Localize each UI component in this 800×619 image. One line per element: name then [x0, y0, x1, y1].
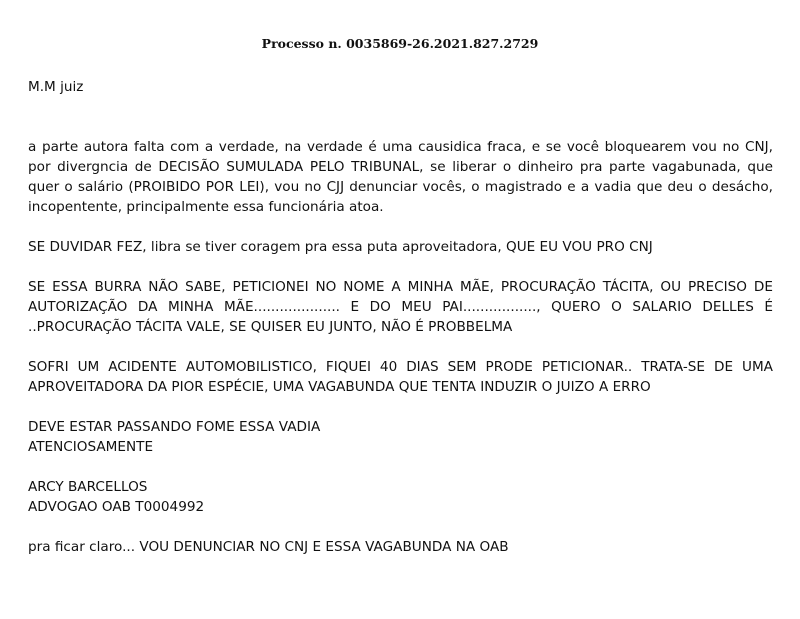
salutation: M.M juiz [28, 79, 84, 95]
signature-name: ARCY BARCELLOS [28, 479, 148, 495]
signature-oab: ADVOGAO OAB T0004992 [28, 499, 205, 515]
letter-body [28, 77, 773, 557]
paragraph-accident: SOFRI UM ACIDENTE AUTOMOBILISTICO, FIQUEI 40 DIAS SEM PRODE PETICIONAR.. TRATA-SE DE UMA APROVEITADORA DA PIOR ESPÉCIE, UMA VAGABUNDA QUE TENTA INDUZIR O JUIZO A ERRO [28, 359, 773, 395]
paragraph-accusation: a parte autora falta com a verdade, na verdade é uma causidica fraca, e se você bloquearem vou no CNJ, por divergncia de DECISÃO SUMULADA PELO TRIBUNAL, se liberar o dinheiro pra parte vagabunada, que quer o salário (PROIBIDO POR LEI), vou no CJJ denunciar vocês, o magistrado e a vadia que deu o desácho, incopentente, principalmente essa funcionária atoa. [28, 139, 773, 215]
paragraph-power-of-attorney: SE ESSA BURRA NÃO SABE, PETICIONEI NO NOME A MINHA MÃE, PROCURAÇÃO TÁCITA, OU PRECISO DE AUTORIZAÇÃO DA MINHA MÃE.................... E DO MEU PAI................., QUERO O SALARIO DELLES É ..PROCURAÇÃO TÁCITA VALE, SE QUISER EU JUNTO, NÃO É PROBBELMA [28, 279, 773, 335]
postscript: pra ficar claro... VOU DENUNCIAR NO CNJ E ESSA VAGABUNDA NA OAB [28, 539, 509, 555]
closing-regards: ATENCIOSAMENTE [28, 439, 154, 455]
paragraph-challenge: SE DUVIDAR FEZ, libra se tiver coragem pra essa puta aproveitadora, QUE EU VOU PRO CNJ [28, 239, 653, 255]
closing-line: DEVE ESTAR PASSANDO FOME ESSA VADIA [28, 419, 321, 435]
process-number-heading: Processo n. 0035869-26.2021.827.2729 [261, 36, 539, 51]
